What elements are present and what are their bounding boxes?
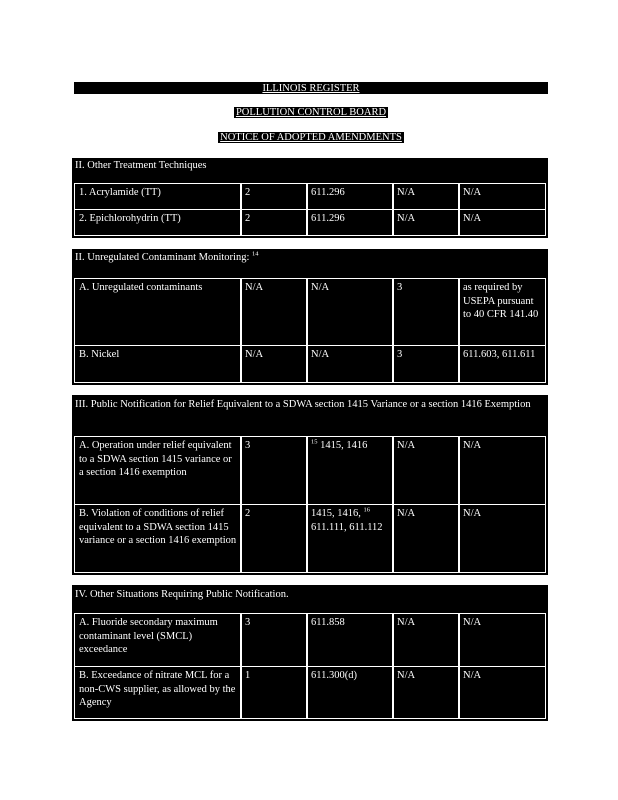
contaminant-cell: 2. Epichlorohydrin (TT) — [74, 209, 242, 236]
citation-cell: 1415, 1416, $^{16}$ 611.111, 611.112 — [306, 504, 394, 573]
citation-cell: N/A — [306, 278, 394, 346]
section-public-notification-relief — [72, 395, 548, 575]
tier-cell-2: N/A — [392, 183, 460, 210]
section-title: II. Unregulated Contaminant Monitoring: $^{14}$ — [75, 250, 259, 263]
tier-cell-2: N/A — [392, 666, 460, 719]
contaminant-cell: B. Violation of conditions of relief equivalent to a SDWA section 1415 variance or a section 1416 exemption — [74, 504, 242, 573]
footnote-ref: 16 — [363, 506, 370, 514]
notice-header — [74, 132, 548, 143]
contaminant-cell: A. Operation under relief equivalent to a SDWA section 1415 variance or a section 1416 exemption — [74, 436, 242, 505]
section-title: IV. Other Situations Requiring Public Notification. — [75, 589, 289, 600]
board-title: POLLUTION CONTROL BOARD — [235, 107, 387, 118]
contaminant-cell: B. Exceedance of nitrate MCL for a non-CWS supplier, as allowed by the Agency — [74, 666, 242, 719]
register-header — [74, 82, 548, 94]
tier-cell-2: N/A — [392, 209, 460, 236]
citation-cell: 611.300(d) — [306, 666, 394, 719]
tier-cell: N/A — [240, 278, 308, 346]
tier-cell: 3 — [240, 613, 308, 667]
tier-cell: 3 — [240, 436, 308, 505]
tier-cell: 2 — [240, 183, 308, 210]
notice-title: NOTICE OF ADOPTED AMENDMENTS — [220, 132, 402, 143]
citation-cell-2: N/A — [458, 504, 546, 573]
citation-cell: 611.296 — [306, 209, 394, 236]
citation-cell-2: 611.603, 611.611 — [458, 345, 546, 383]
tier-cell-2: N/A — [392, 504, 460, 573]
section-title: II. Other Treatment Techniques — [75, 160, 207, 171]
citation-cell-2: as required by USEPA pursuant to 40 CFR 141.40 — [458, 278, 546, 346]
tier-cell-2: N/A — [392, 436, 460, 505]
tier-cell-2: 3 — [392, 345, 460, 383]
contaminant-cell: B. Nickel — [74, 345, 242, 383]
register-title: ILLINOIS REGISTER — [262, 82, 360, 94]
contaminant-cell: 1. Acrylamide (TT) — [74, 183, 242, 210]
tier-cell: 2 — [240, 209, 308, 236]
citation-cell: 611.296 — [306, 183, 394, 210]
section-title: III. Public Notification for Relief Equivalent to a SDWA section 1415 Variance or a section 1416 Exemption — [75, 399, 531, 410]
citation-cell: N/A — [306, 345, 394, 383]
tier-cell-2: N/A — [392, 613, 460, 667]
tier-cell: 2 — [240, 504, 308, 573]
tier-cell: N/A — [240, 345, 308, 383]
board-header — [74, 107, 548, 118]
section-unregulated-monitoring — [72, 249, 548, 385]
citation-cell-2: N/A — [458, 183, 546, 210]
section-other-situations — [72, 585, 548, 721]
contaminant-cell: A. Fluoride secondary maximum contaminant level (SMCL) exceedance — [74, 613, 242, 667]
citation-cell-2: N/A — [458, 613, 546, 667]
tier-cell-2: 3 — [392, 278, 460, 346]
tier-cell: 1 — [240, 666, 308, 719]
citation-cell-2: N/A — [458, 436, 546, 505]
citation-cell-2: N/A — [458, 666, 546, 719]
section-other-treatment — [72, 158, 548, 238]
footnote-ref: 14 — [252, 250, 259, 258]
citation-cell: 611.858 — [306, 613, 394, 667]
contaminant-cell: A. Unregulated contaminants — [74, 278, 242, 346]
citation-cell-2: N/A — [458, 209, 546, 236]
citation-cell: $^{15}$ 1415, 1416 — [306, 436, 394, 505]
footnote-ref: 15 — [311, 438, 318, 446]
